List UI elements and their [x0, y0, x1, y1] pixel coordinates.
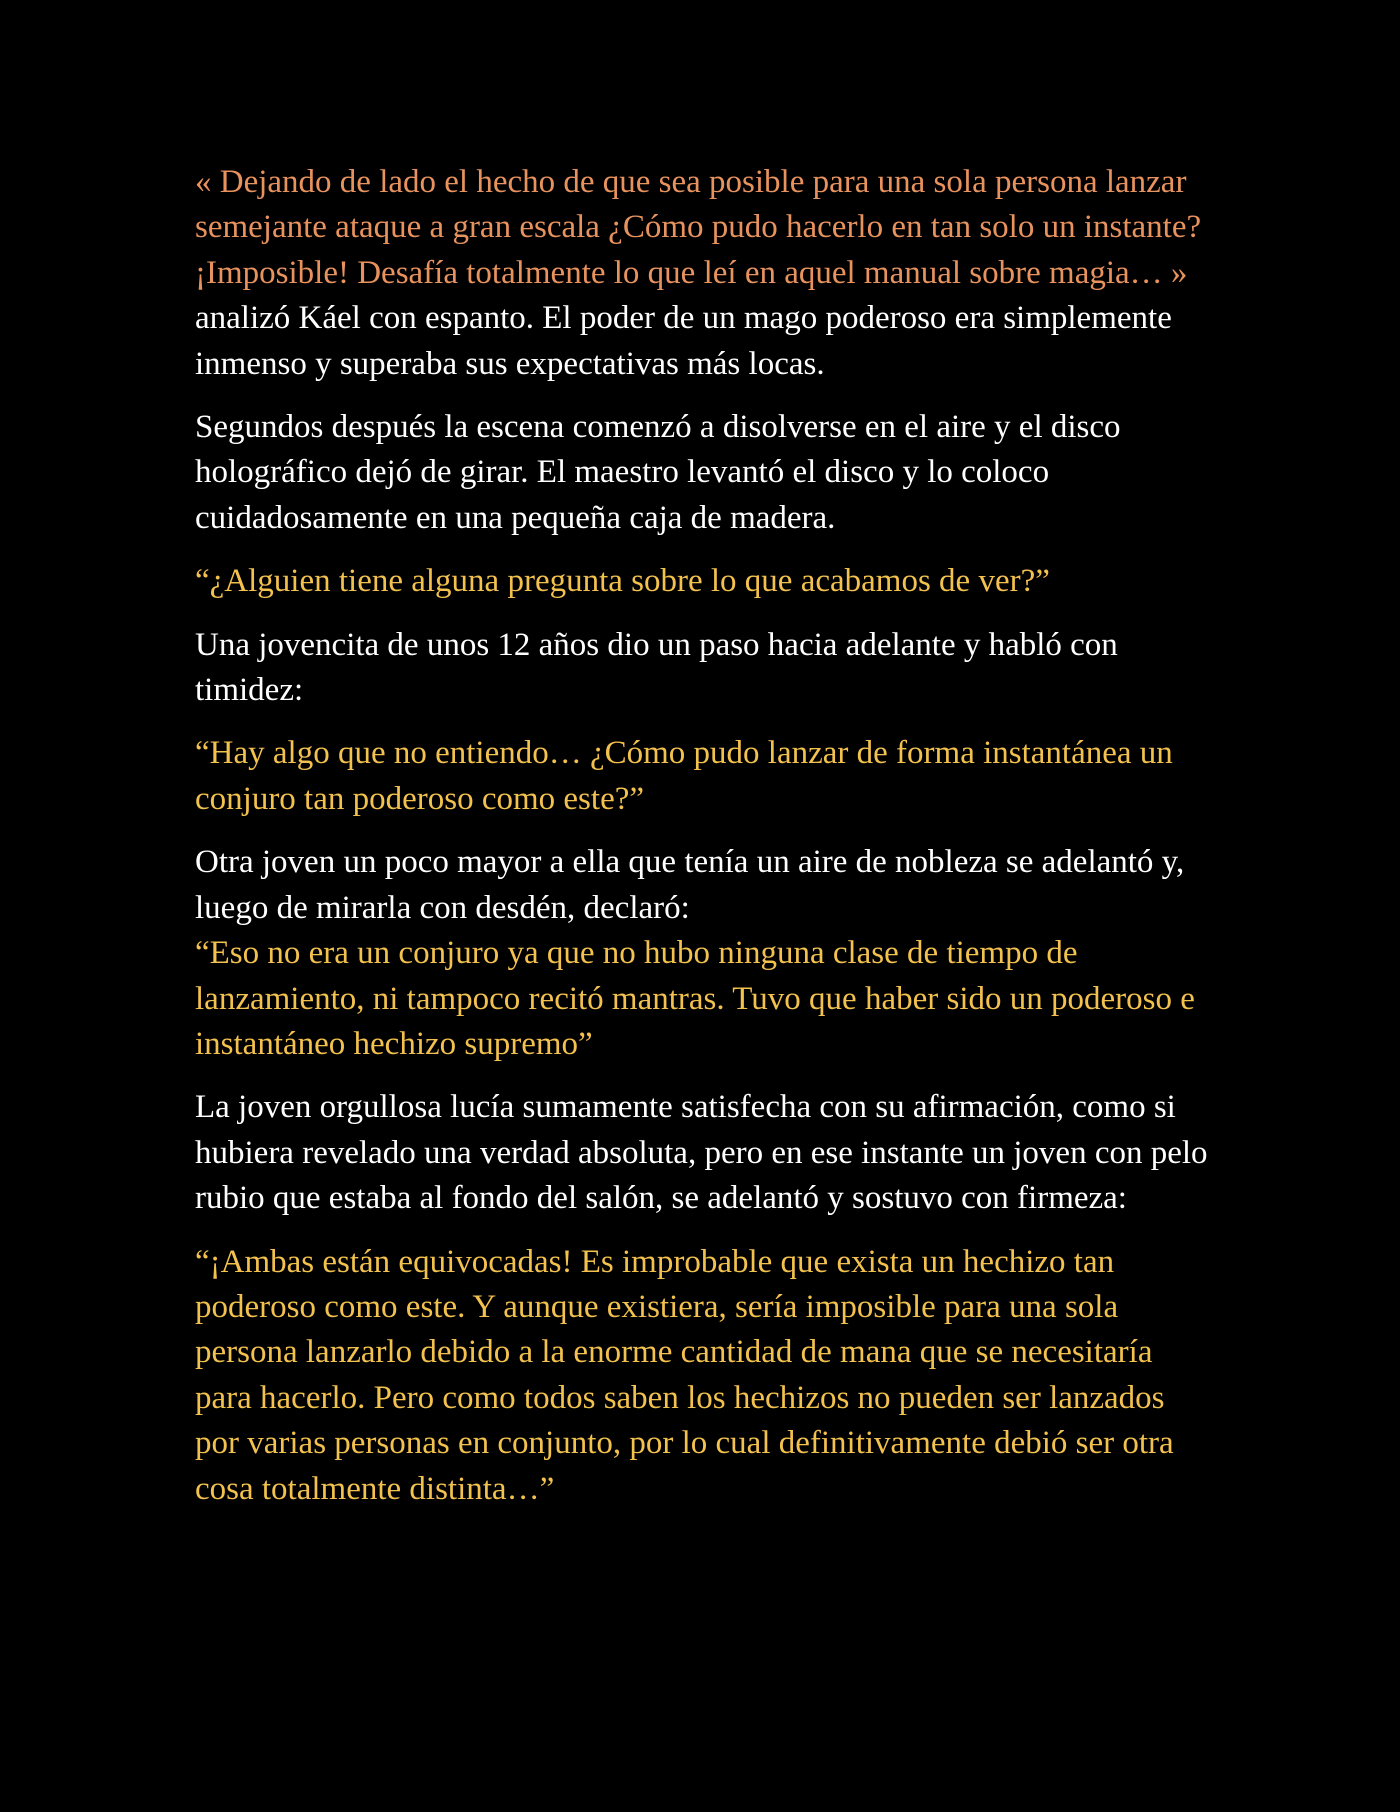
paragraph-dialogue-teacher: “¿Alguien tiene alguna pregunta sobre lo que acabamos de ver?”: [195, 563, 1050, 600]
paragraph-kael-thought: [195, 160, 1215, 387]
document-page: [195, 160, 1215, 1530]
thought-text: « Dejando de lado el hecho de que sea posible para una sola persona lanzar semejante ataque a gran escala ¿Cómo pudo hacerlo en tan solo un instante? ¡Imposible! Desafía totalmente lo que leí en aquel manual sobre magia… »: [195, 164, 1202, 291]
paragraph-narration-disc: Segundos después la escena comenzó a disolverse en el aire y el disco holográfico dejó de girar. El maestro levantó el disco y lo coloco cuidadosamente en una pequeña caja de madera.: [195, 409, 1121, 536]
paragraph-dialogue-boy: “¡Ambas están equivocadas! Es improbable que exista un hechizo tan poderoso como este. Y aunque existiera, sería imposible para una sola persona lanzarlo debido a la enorme cantidad de mana que se necesitaría para hacerlo. Pero como todos saben los hechizos no pueden ser lanzados por varias personas en conjunto, por lo cual definitivamente debió ser otra cosa totalmente distinta…”: [195, 1243, 1174, 1507]
paragraph-narration-boy: La joven orgullosa lucía sumamente satisfecha con su afirmación, como si hubiera revelado una verdad absoluta, pero en ese instante un joven con pelo rubio que estaba al fondo del salón, se adelantó y sostuvo con firmeza:: [195, 1089, 1208, 1217]
narration-text: analizó Káel con espanto. El poder de un mago poderoso era simplemente inmenso y superaba sus expectativas más locas.: [195, 300, 1172, 382]
paragraph-dialogue-noble: “Eso no era un conjuro ya que no hubo ninguna clase de tiempo de lanzamiento, ni tampoco recitó mantras. Tuvo que haber sido un poderoso e instantáneo hechizo supremo”: [195, 935, 1195, 1062]
paragraph-narration-girl: Una jovencita de unos 12 años dio un paso hacia adelante y habló con timidez:: [195, 626, 1118, 709]
paragraph-narration-noble: Otra joven un poco mayor a ella que tenía un aire de nobleza se adelantó y, luego de mirarla con desdén, declaró:: [195, 844, 1185, 926]
paragraph-dialogue-girl: “Hay algo que no entiendo… ¿Cómo pudo lanzar de forma instantánea un conjuro tan poderoso como este?”: [195, 735, 1173, 817]
